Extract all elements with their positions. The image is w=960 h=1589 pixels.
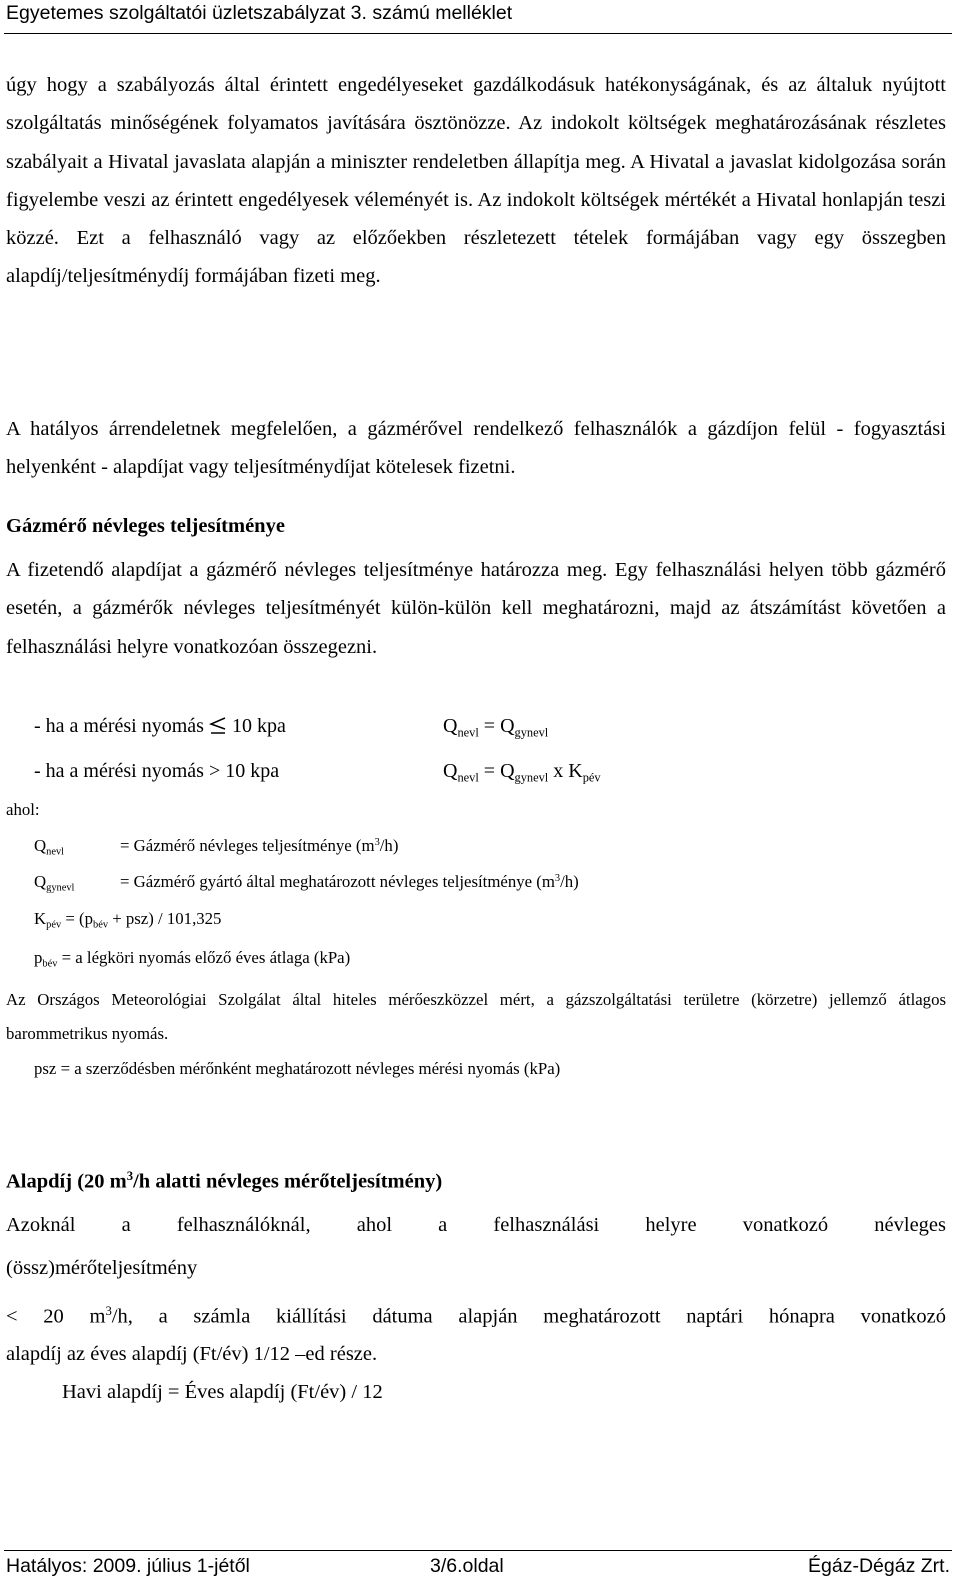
def-pbev: $p_{bév} = a$ légköri nyomás előző éves átlaga (kPa) (34, 948, 351, 970)
intro-paragraph-2: A hatályos árrendeletnek megfelelően, a gázmérővel rendelkező felhasználók a gázdíjon felül - fogyasztási helyenként - alapdíjat vagy teljesítménydíjat kötelesek fizetni. (6, 418, 946, 479)
less-or-equal-icon (208, 715, 228, 735)
base-fee-line-4: alapdíj az éves alapdíj (Ft/év) 1/12 –ed része. (6, 1343, 378, 1365)
def-qnevl-symbol: $Q_{nevl}$ (34, 836, 65, 858)
base-fee-line-3: < 20 $m^3/h$, a számla kiállítási dátuma alapján meghatározott naptári hónapra vonatkozó (6, 1304, 946, 1328)
condition-low-text: - ha a mérési nyomás (34, 715, 204, 737)
section-heading-base-fee: Alapdíj (20 $m^3/h$ alatti névleges mérőteljesítmény) (6, 1169, 443, 1193)
footer-effective-date: Hatályos: 2009. július 1-jétől (6, 1555, 250, 1577)
def-qgynevl-symbol: $Q_{gynevl}$ (34, 872, 75, 894)
base-fee-line-1: Azoknál a felhasználóknál, ahol a felhasználási helyre vonatkozó névleges (6, 1214, 946, 1236)
def-kpev: $K_{pév} = (p_{bév} + psz) / 101,325$ (34, 909, 222, 931)
footer-divider (4, 1550, 952, 1551)
def-psz: psz = a szerződésben mérőnként meghatározott névleges mérési nyomás (kPa) (34, 1059, 561, 1078)
monthly-base-fee-formula: Havi alapdíj = Éves alapdíj (Ft/év) / 12 (62, 1381, 383, 1403)
footer-page-number: 3/6.oldal (430, 1555, 504, 1577)
omsz-explanation: Az Országos Meteorológiai Szolgálat által hiteles mérőeszközzel mért, a gázszolgáltatási területre (körzetre) jellemző átlagos barommetrikus nyomás. (6, 990, 946, 1043)
section-heading-meter-capacity: Gázmérő névleges teljesítménye (6, 515, 285, 537)
condition-low-pressure (34, 715, 286, 738)
formula-high-pressure: $Q_{nevl} = Q_{gynevl}$ x $K_{pév}$ (443, 760, 601, 785)
header-divider (4, 33, 952, 34)
intro-paragraph-1: úgy hogy a szabályozás által érintett engedélyeseket gazdálkodásuk hatékonyságának, és az általuk nyújtott szolgáltatás minőségének folyamatos javítására ösztönözze. Az indokolt költségek meghatározásának részletes szabályait a Hivatal javaslata alapján a miniszter rendeletben állapítja meg. A Hivatal a javaslat kidolgozása során figyelembe veszi az érintett engedélyesek véleményét is. Az indokolt költségek mértékét a Hivatal honlapján teszi közzé. Ezt a felhasználó vagy az előzőekben részletezett tételek formájában vagy egy összegben alapdíj/teljesítménydíj formájában fizeti meg. (6, 74, 946, 288)
base-fee-line-2: (össz)mérőteljesítmény (6, 1257, 198, 1279)
section-paragraph-meter-capacity: A fizetendő alapdíjat a gázmérő névleges teljesítménye határozza meg. Egy felhasználási helyen több gázmérő esetén, a gázmérők névleges teljesítményét külön-külön kell meghatározni, majd az átszámítást követően a felhasználási helyre vonatkozóan összegezni. (6, 559, 946, 658)
header-title: Egyetemes szolgáltatói üzletszabályzat 3. számú melléklet (6, 2, 513, 24)
condition-low-value: 10 kpa (231, 715, 286, 737)
formula-low-pressure: $Q_{nevl} = Q_{gynevl}$ (443, 715, 549, 740)
def-qgynevl-text: = Gázmérő gyártó által meghatározott névleges teljesítménye $(m^3/h)$ (120, 872, 579, 891)
where-label: ahol: (6, 800, 40, 819)
def-qnevl-text: = Gázmérő névleges teljesítménye $(m^3/h)$ (120, 836, 399, 855)
footer-company: Égáz-Dégáz Zrt. (808, 1555, 950, 1577)
condition-high-pressure: - ha a mérési nyomás > 10 kpa (34, 760, 280, 782)
